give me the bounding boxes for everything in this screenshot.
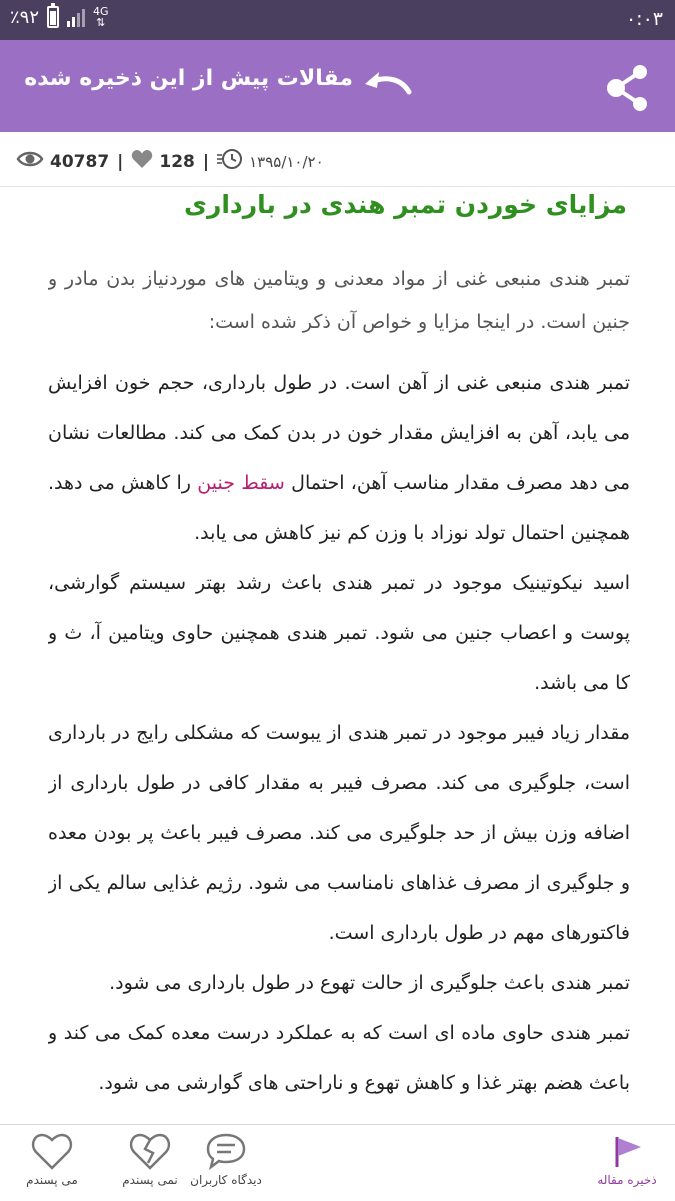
dislike-label: نمی پسندم: [122, 1173, 178, 1187]
heart-icon: [131, 149, 153, 174]
broken-heart-icon: [128, 1131, 172, 1171]
view-count: 40787: [50, 151, 110, 172]
status-bar: [0, 0, 675, 40]
clock-icon: [217, 148, 243, 175]
bottom-action-bar: [0, 1124, 675, 1201]
flag-icon: [607, 1131, 647, 1171]
battery-icon: [47, 6, 59, 28]
user-comments-button[interactable]: [186, 1131, 266, 1187]
dislike-button[interactable]: [112, 1131, 188, 1187]
heart-outline-icon: [30, 1131, 74, 1171]
paragraph-text: تمبر هندی منبعی غنی از آهن است. در طول بارداری، حجم خون افزایش می یابد، آهن به افزایش مقدار خون در بدن کمک می کند. مطالعات نشان می دهد مصرف مقدار مناسب آهن، احتمال: [48, 372, 630, 494]
miscarriage-link[interactable]: سقط جنین: [197, 472, 285, 494]
like-count: 128: [159, 151, 195, 172]
status-time: ۰:۰۳: [625, 8, 663, 30]
divider: |: [202, 151, 210, 172]
like-button[interactable]: [14, 1131, 90, 1187]
save-label: ذخیره مقاله: [597, 1173, 657, 1187]
battery-percent: ٪۹۲: [10, 6, 40, 28]
article-meta: [0, 132, 675, 187]
comment-icon: [204, 1131, 248, 1171]
eye-icon: [16, 149, 44, 174]
page-title: مقالات پیش از این ذخیره شده: [24, 66, 353, 91]
article-body: [48, 258, 630, 1124]
paragraph: اسید نیکوتینیک موجود در تمبر هندی باعث رشد بهتر سیستم گوارشی، پوست و اعصاب جنین می شود. تمبر هندی همچنین حاوی ویتامین آ، ث و کا می باشد.: [48, 572, 630, 694]
article-title: مزایای خوردن تمبر هندی در بارداری: [184, 190, 627, 219]
save-article-button[interactable]: [584, 1131, 670, 1187]
signal-icon: [67, 7, 85, 27]
paragraph-text: را کاهش می دهد. همچنین احتمال تولد نوزاد با وزن کم نیز کاهش می یابد.: [48, 472, 630, 544]
article-intro: تمبر هندی منبعی غنی از مواد معدنی و ویتامین های موردنیاز بدن مادر و جنین است. در اینجا مزایا و خواص آن ذکر شده است:: [48, 268, 630, 333]
paragraph: مقدار زیاد فیبر موجود در تمبر هندی از یبوست که مشکلی رایج در بارداری است، جلوگیری می کند. مصرف فیبر به مقدار کافی در طول بارداری از اضافه وزن بیش از حد جلوگیری می کند. مصرف فیبر باعث پر بودن معده و جلوگیری از مصرف غذاهای نامناسب می شود. رژیم غذایی سالم یکی از فاکتورهای مهم در طول بارداری است.: [48, 722, 630, 944]
like-label: می پسندم: [26, 1173, 78, 1187]
paragraph: تمبر هندی حاوی ماده ای است که به عملکرد درست معده کمک می کند و باعث هضم بهتر غذا و کاهش تهوع و ناراحتی های گوارشی می شود.: [48, 1022, 630, 1094]
network-type: 4G ⇅: [93, 5, 109, 29]
share-icon[interactable]: [602, 62, 654, 114]
status-indicators: [10, 6, 109, 28]
article-date: ۱۳۹۵/۱۰/۲۰: [249, 152, 324, 171]
app-bar: [0, 40, 675, 132]
comments-label: دیدگاه کاربران: [190, 1173, 262, 1187]
paragraph: تمبر هندی باعث جلوگیری از حالت تهوع در طول بارداری می شود.: [109, 972, 630, 994]
paragraph: [48, 358, 630, 558]
back-arrow-icon[interactable]: [361, 68, 413, 104]
divider: |: [117, 151, 124, 172]
